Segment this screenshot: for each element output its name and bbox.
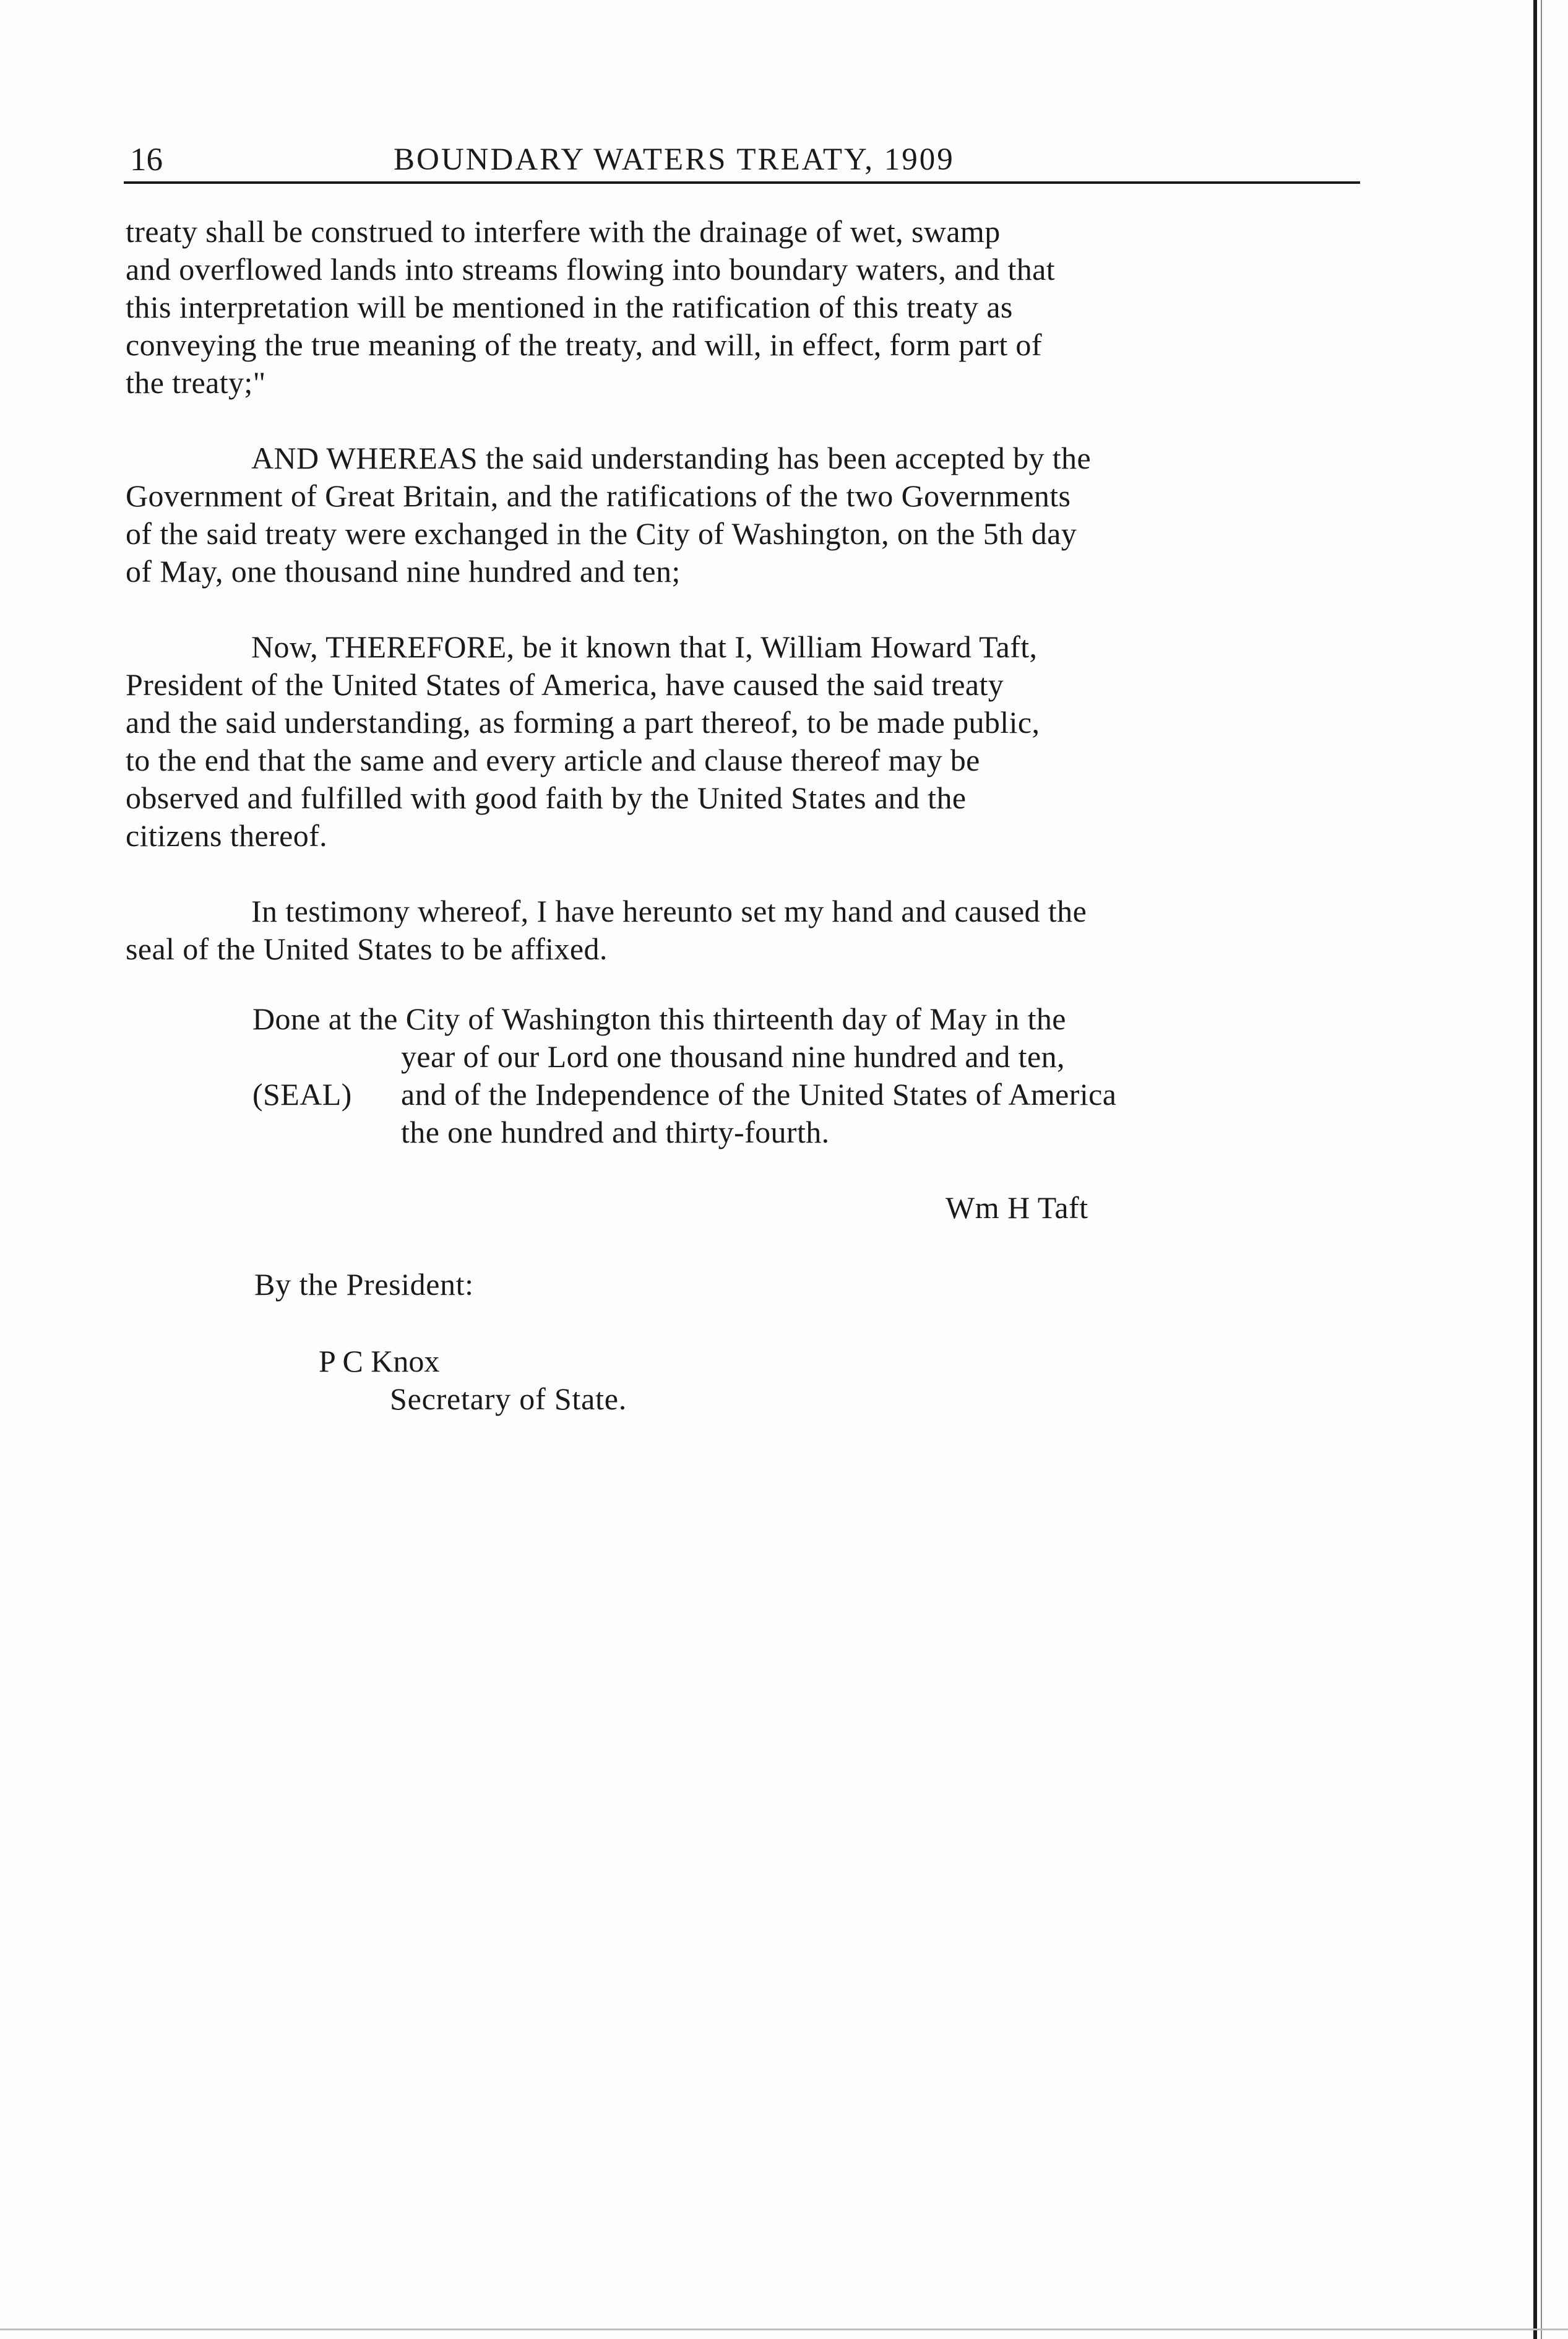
body-text [126,213,1369,1006]
countersign-name: P C Knox [319,1344,440,1378]
dated-line: year of our Lord one thousand nine hundred and ten, [401,1039,1065,1074]
paragraph-now-therefore [126,628,1369,855]
text-line: In testimony whereof, I have hereunto set my hand and caused the [251,894,1087,928]
paragraph-treaty-interpretation [126,213,1369,402]
page-number: 16 [130,142,163,178]
paragraph-and-whereas [126,439,1369,590]
text-line: of May, one thousand nine hundred and ten; [126,554,681,589]
running-title: BOUNDARY WATERS TREATY, 1909 [394,142,955,177]
text-line: treaty shall be construed to interfere with the drainage of wet, swamp [126,214,1001,249]
dated-line: Done at the City of Washington this thirteenth day of May in the [252,1001,1066,1036]
by-the-president: By the President: [254,1267,474,1302]
text-line: to the end that the same and every article and clause thereof may be [126,743,980,777]
seal-label: (SEAL) [252,1077,352,1112]
text-line: citizens thereof. [126,818,328,853]
text-line: President of the United States of America, have caused the said treaty [126,667,1004,702]
binding-edge-shadow [1541,0,1542,2339]
text-line: this interpretation will be mentioned in the ratification of this treaty as [126,290,1013,324]
dated-block [252,1000,1366,1151]
text-line: Now, THEREFORE, be it known that I, William Howard Taft, [251,629,1038,664]
dated-continuation [252,1038,1366,1151]
dated-line: and of the Independence of the United States of America [401,1077,1117,1112]
text-line: conveying the true meaning of the treaty, and will, in effect, form part of [126,327,1042,362]
binding-edge [1533,0,1537,2339]
page-bottom-edge [0,2328,1568,2330]
text-line: and overflowed lands into streams flowing into boundary waters, and that [126,252,1056,287]
text-line: AND WHEREAS the said understanding has been accepted by the [251,441,1092,475]
dated-line: the one hundred and thirty-fourth. [401,1115,830,1149]
signature-taft: Wm H Taft [946,1190,1088,1225]
text-line: the treaty;" [126,365,266,400]
countersign-title: Secretary of State. [390,1381,627,1416]
text-line: and the said understanding, as forming a part thereof, to be made public, [126,705,1040,740]
running-header [124,137,1360,182]
text-line: observed and fulfilled with good faith by the United States and the [126,780,967,815]
header-rule [124,181,1360,184]
text-line: seal of the United States to be affixed. [126,932,608,966]
paragraph-in-testimony [126,893,1369,968]
text-line: Government of Great Britain, and the ratifications of the two Governments [126,478,1071,513]
text-line: of the said treaty were exchanged in the City of Washington, on the 5th day [126,516,1077,551]
